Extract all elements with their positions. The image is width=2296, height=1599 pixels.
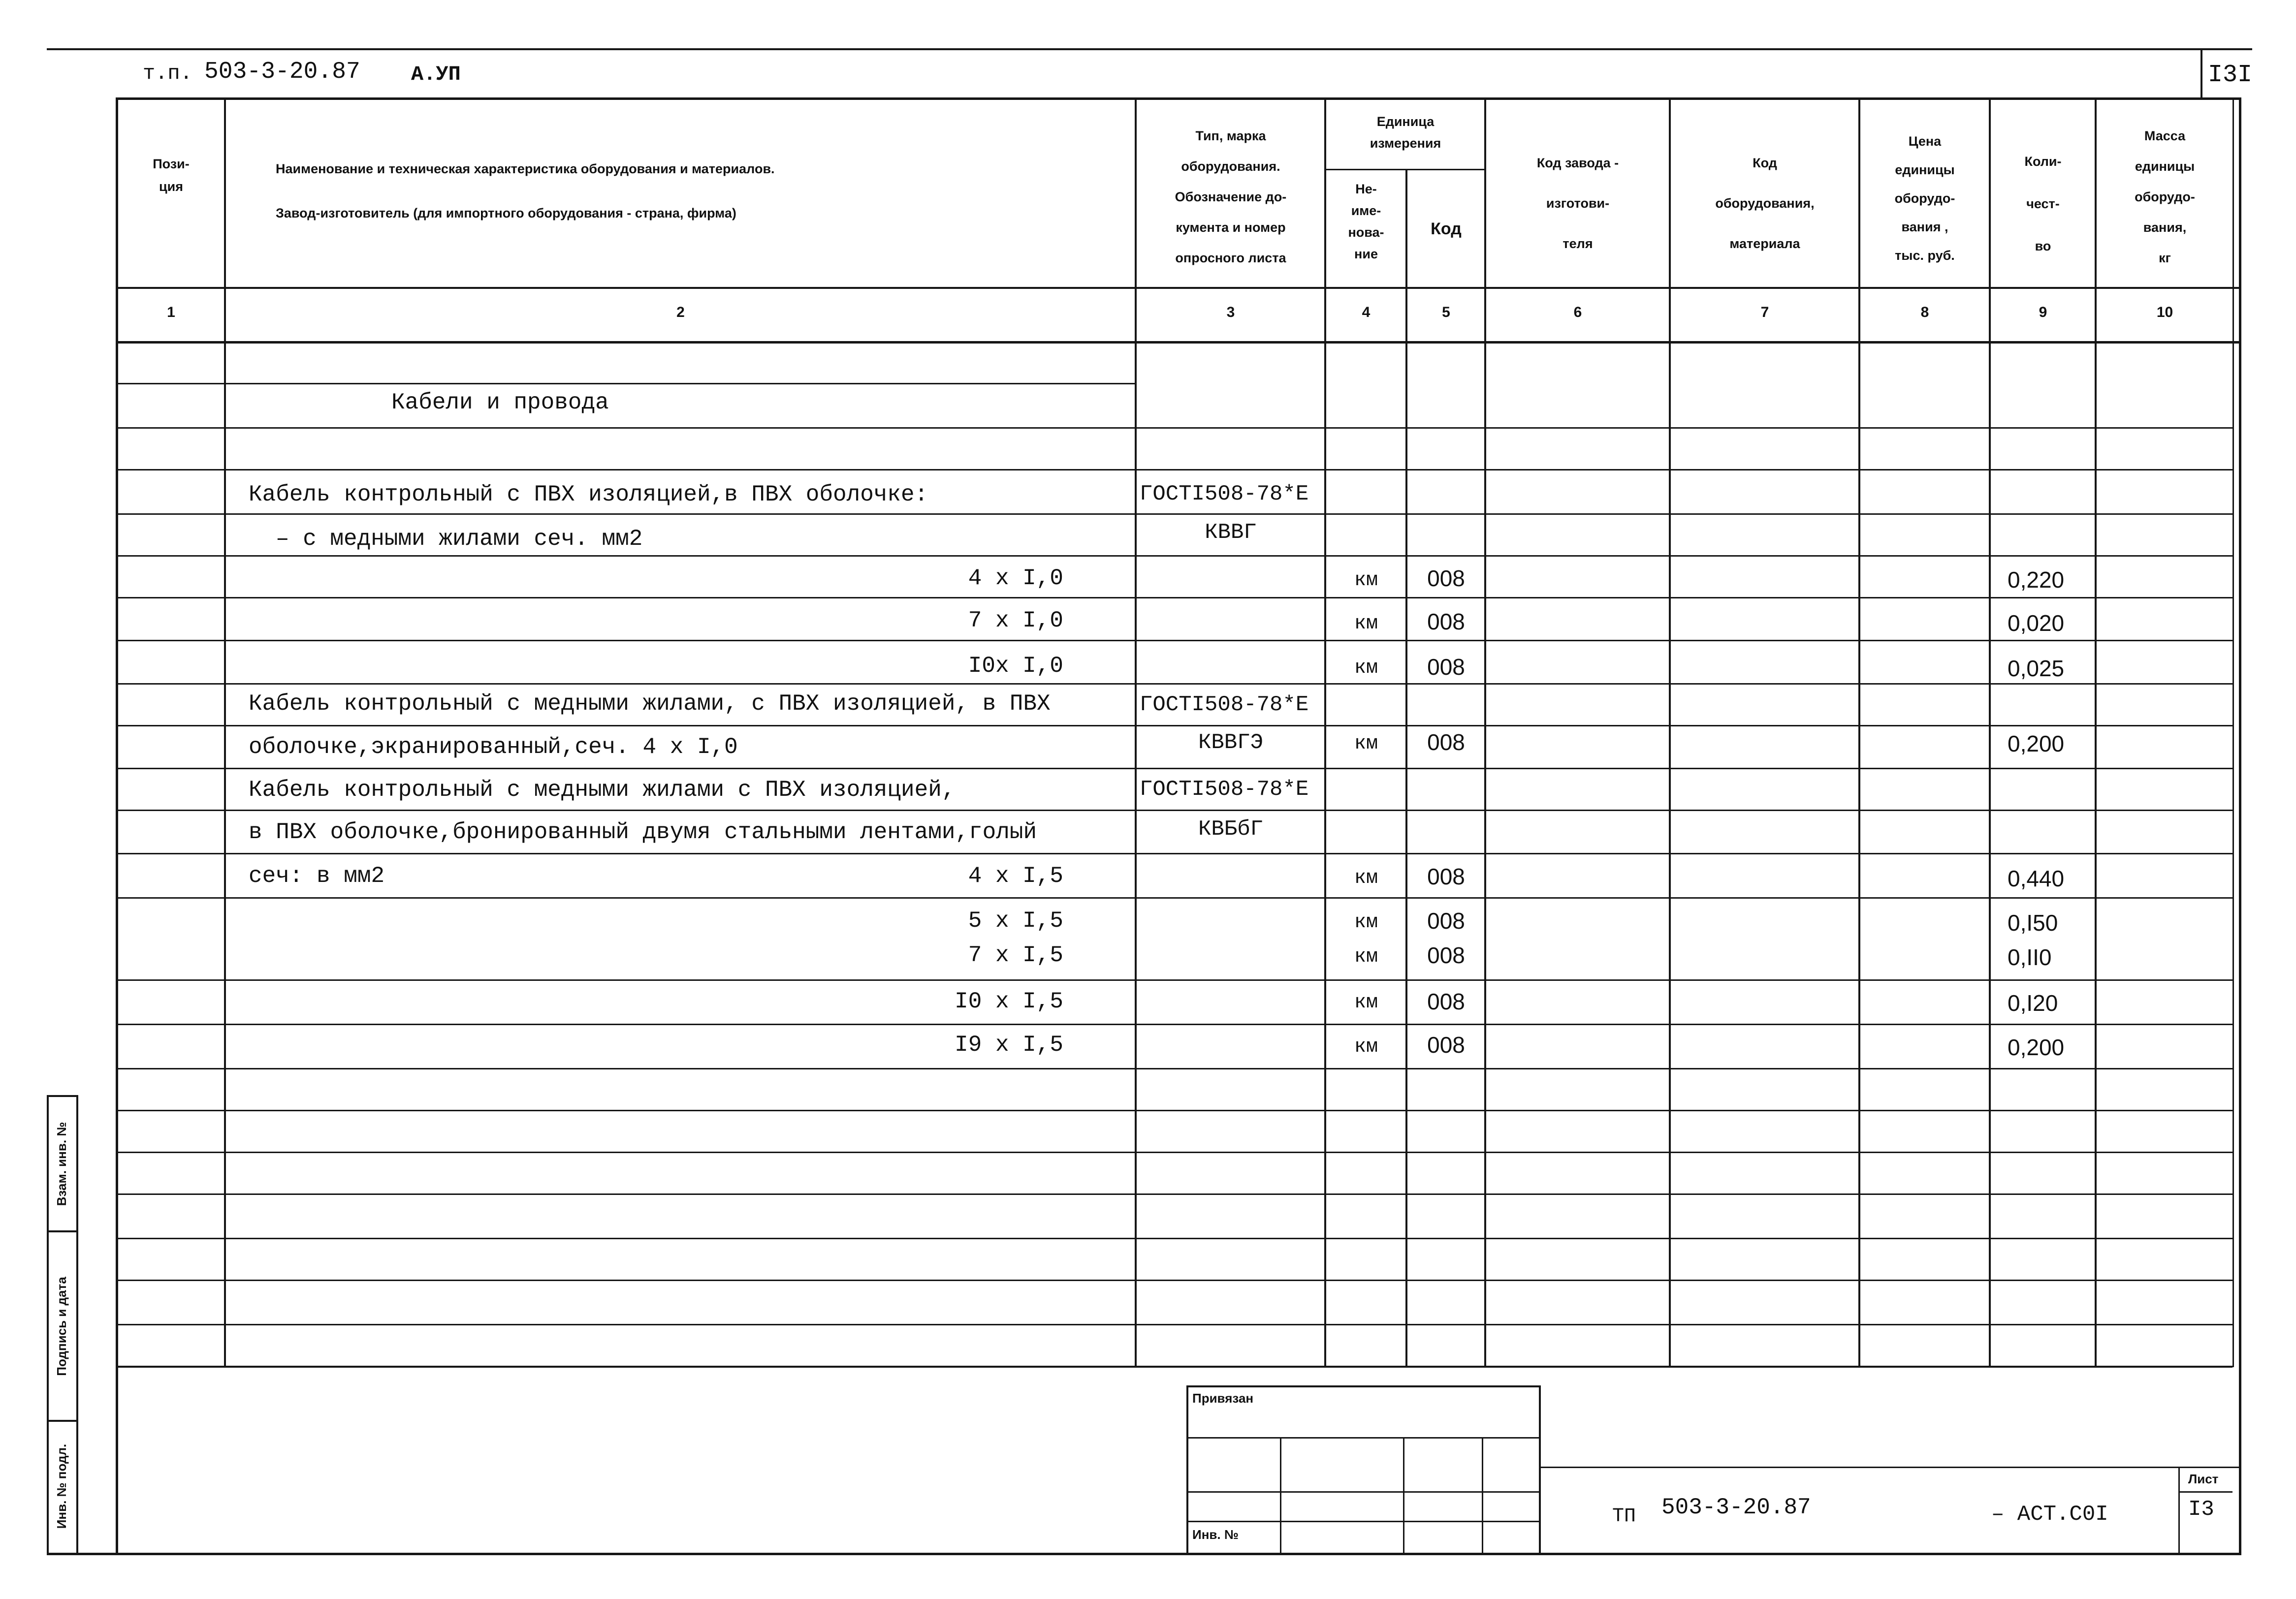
row-line [116, 979, 2232, 981]
item-qty: 0,200 [2008, 731, 2065, 756]
row-line [116, 1280, 2232, 1281]
privyazan-col [1482, 1437, 1483, 1555]
item-code: 008 [1427, 654, 1465, 680]
row-line [116, 597, 2232, 598]
row-line [116, 427, 2232, 429]
row-line [116, 683, 2232, 685]
title-block-top [1541, 1467, 2241, 1468]
item-unit: км [1354, 569, 1378, 592]
item-code: 008 [1427, 609, 1465, 634]
item-size: I0х I,0 [968, 653, 1063, 679]
item-qty: 0,220 [2008, 567, 2065, 593]
sheet-box-div [2178, 1491, 2232, 1493]
privyazan-label: Привязан [1192, 1391, 1254, 1406]
row-line [116, 810, 2232, 811]
header-mass: Масса единицы оборудо- вания, кг [2135, 128, 2195, 265]
stamp-code-prefix: ТП [1612, 1505, 1636, 1528]
colnum-3: 3 [1226, 304, 1235, 320]
stamp-code-number: 503-3-20.87 [1661, 1495, 1811, 1520]
item-name: оболочке,экранированный,сеч. 4 х I,0 [249, 734, 738, 760]
row-line [116, 469, 2232, 470]
header-type: Тип, марка оборудования. Обозначение до- кумента и номер опросного листа [1175, 128, 1287, 265]
row-line [116, 640, 2232, 641]
item-qty: 0,025 [2008, 656, 2065, 681]
side-stamp-mid [76, 1095, 78, 1555]
item-type: ГОСТI508-78*Е [1140, 482, 1309, 506]
header-unit: Единица измерения [1370, 114, 1441, 151]
item-code: 008 [1427, 908, 1465, 934]
doc-code: т.п. [143, 62, 192, 85]
row-line [116, 1068, 2232, 1069]
header-quantity: Коли- чест- во [2024, 154, 2062, 253]
side-stamp-inv-podl: Инв. № подл. [54, 1443, 69, 1529]
privyazan-row [1186, 1521, 1541, 1522]
row-line [116, 1238, 2232, 1239]
item-name: – с медными жилами сеч. мм2 [276, 526, 643, 552]
colnum-bottom [116, 341, 2241, 344]
item-code: 008 [1427, 1032, 1465, 1058]
colnum-9: 9 [2039, 304, 2047, 320]
item-code: 008 [1427, 565, 1465, 591]
side-stamp-top [47, 1095, 78, 1097]
item-unit: км [1354, 657, 1378, 679]
row-line [116, 513, 2232, 515]
header-name: Наименование и техническая характеристика оборудования и материалов. Завод-изготовитель (для импортного оборудования - страна, фирма) [276, 161, 775, 220]
item-type: КВБбГ [1198, 817, 1264, 842]
header-unit-name: Не- име- нова- ние [1348, 182, 1384, 261]
side-stamp-signature: Подпись и дата [54, 1277, 69, 1376]
header-factory-code: Код завода - изготови- теля [1536, 156, 1619, 251]
page-number: I3I [2208, 61, 2253, 89]
item-size: I0 х I,5 [955, 989, 1063, 1014]
row-line [116, 1152, 2232, 1153]
header-position: Пози- ция [153, 157, 190, 194]
privyazan-row [1186, 1491, 1541, 1493]
row-line [116, 725, 2232, 726]
item-type: КВВГЭ [1198, 730, 1264, 755]
frame-right [2239, 97, 2241, 1554]
colnum-6: 6 [1573, 304, 1582, 320]
item-qty: 0,440 [2008, 866, 2065, 891]
privyazan-col [1280, 1437, 1281, 1555]
privyazan-box-left [1186, 1385, 1188, 1555]
row-line [116, 555, 2232, 557]
item-unit: км [1354, 867, 1378, 889]
row-line [116, 853, 2232, 854]
item-qty: 0,020 [2008, 610, 2065, 636]
sheet-box-left [2178, 1467, 2180, 1555]
doc-number: 503-3-20.87 [204, 59, 360, 85]
colnum-1: 1 [167, 304, 175, 320]
item-unit: км [1354, 613, 1378, 635]
item-size: 4 х I,5 [968, 863, 1063, 889]
album-code: А.УП [411, 63, 461, 86]
header-unit-code: Код [1431, 219, 1462, 238]
item-unit: км [1354, 733, 1378, 755]
header-equipment-code: Код оборудования, материала [1715, 156, 1815, 251]
item-code: 008 [1427, 942, 1465, 968]
row-line [116, 897, 2232, 899]
item-unit: км [1354, 1036, 1378, 1058]
colnum-7: 7 [1760, 304, 1769, 320]
side-stamp-div [47, 1230, 78, 1232]
header-price: Цена единицы оборудо- вания , тыс. руб. [1894, 134, 1955, 263]
item-type: КВВГ [1205, 520, 1257, 545]
item-qty: 0,200 [2008, 1035, 2065, 1060]
row-line [116, 1024, 2232, 1025]
item-size: 7 х I,0 [968, 608, 1063, 633]
item-name: сеч: в мм2 [249, 863, 385, 889]
sheet-label: Лист [2188, 1472, 2219, 1486]
colnum-10: 10 [2156, 304, 2173, 320]
colnum-8: 8 [1920, 304, 1929, 320]
inv-no-label: Инв. № [1192, 1527, 1239, 1542]
row-line [116, 383, 1135, 384]
table-bottom [116, 1366, 2232, 1368]
frame-top [116, 97, 2241, 100]
privyazan-box-top [1186, 1385, 1541, 1387]
privyazan-row [1186, 1437, 1541, 1439]
item-name: в ПВХ оболочке,бронированный двумя стальными лентами,голый [249, 819, 1037, 845]
section-title: Кабели и провода [391, 390, 609, 415]
item-unit: км [1354, 992, 1378, 1014]
colnum-2: 2 [676, 304, 685, 320]
row-line [116, 1110, 2232, 1111]
colnum-5: 5 [1442, 304, 1450, 320]
item-size: 4 х I,0 [968, 565, 1063, 591]
item-code: 008 [1427, 989, 1465, 1014]
item-qty: 0,I50 [2008, 910, 2058, 936]
item-code: 008 [1427, 864, 1465, 889]
item-name: Кабель контрольный с ПВХ изоляцией,в ПВХ оболочке: [249, 482, 928, 507]
item-type: ГОСТI508-78*Е [1140, 777, 1309, 802]
header-bottom [116, 287, 2241, 289]
side-stamp-vzam-inv: Взам. инв. № [54, 1122, 69, 1206]
row-line [116, 768, 2232, 769]
colnum-4: 4 [1362, 304, 1371, 320]
row-line [116, 1193, 2232, 1195]
item-name: Кабель контрольный с медными жилами, с ПВХ изоляцией, в ПВХ [249, 691, 1051, 717]
item-unit: км [1354, 911, 1378, 934]
item-code: 008 [1427, 729, 1465, 755]
header-unit-divider [1324, 169, 1486, 170]
item-qty: 0,I20 [2008, 990, 2058, 1016]
privyazan-col [1403, 1437, 1404, 1555]
privyazan-box-right [1539, 1385, 1541, 1555]
row-line [116, 1324, 2232, 1325]
item-size: 5 х I,5 [968, 908, 1063, 934]
top-rule [47, 48, 2252, 50]
item-size: 7 х I,5 [968, 942, 1063, 968]
item-unit: км [1354, 946, 1378, 968]
item-type: ГОСТI508-78*Е [1140, 692, 1309, 717]
item-qty: 0,II0 [2008, 944, 2052, 970]
page-box-left [2200, 48, 2202, 97]
side-stamp-left [47, 1095, 49, 1555]
sheet-number: I3 [2188, 1497, 2214, 1522]
item-name: Кабель контрольный с медными жилами с ПВХ изоляцией, [249, 777, 956, 803]
stamp-code-suffix: – АСТ.С0I [1991, 1502, 2108, 1527]
item-size: I9 х I,5 [955, 1032, 1063, 1058]
frame-bottom [47, 1553, 2241, 1555]
